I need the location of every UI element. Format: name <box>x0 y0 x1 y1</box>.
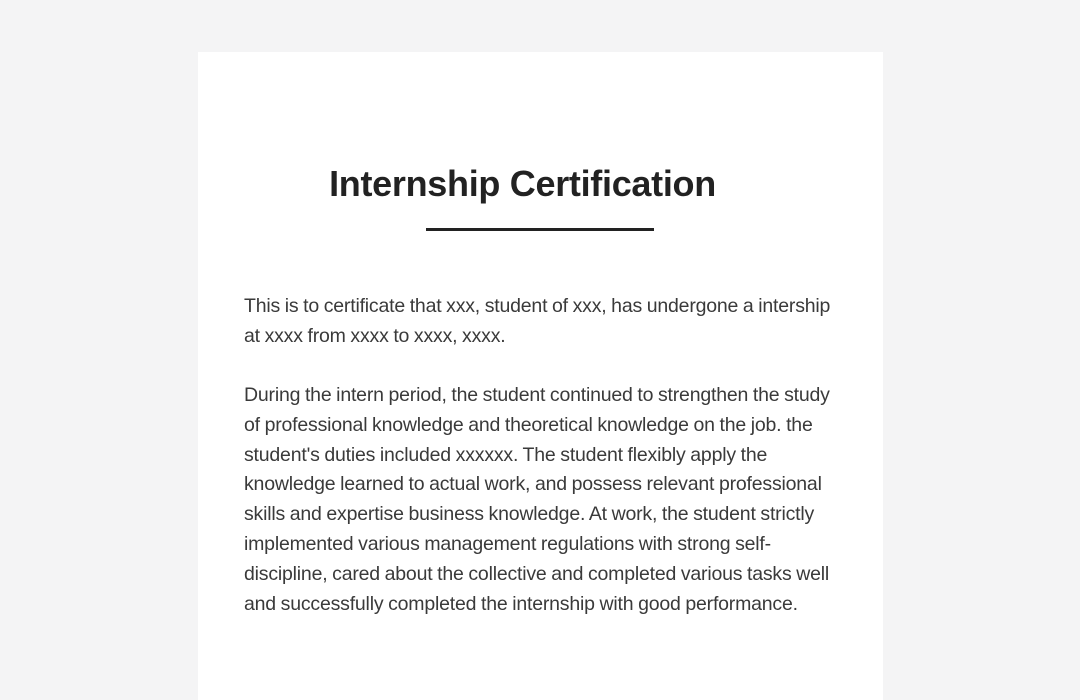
title-underline <box>426 228 654 231</box>
document-title: Internship Certification <box>329 163 716 204</box>
body-paragraph: During the intern period, the student continued to strengthen the study of professional knowledge and theoretical knowledge on the job. the student's duties included xxxxxx. The student flexibly apply the knowledge learned to actual work, and possess relevant professional skills and expertise business knowledge. At work, the student strictly implemented various management regulations with strong self-discipline, cared about the collective and completed various tasks well and successfully completed the internship with good performance. <box>244 384 830 615</box>
intro-paragraph: This is to certificate that xxx, student of xxx, has undergone a intership at xxxx from xxxx to xxxx, xxxx. <box>244 295 831 347</box>
